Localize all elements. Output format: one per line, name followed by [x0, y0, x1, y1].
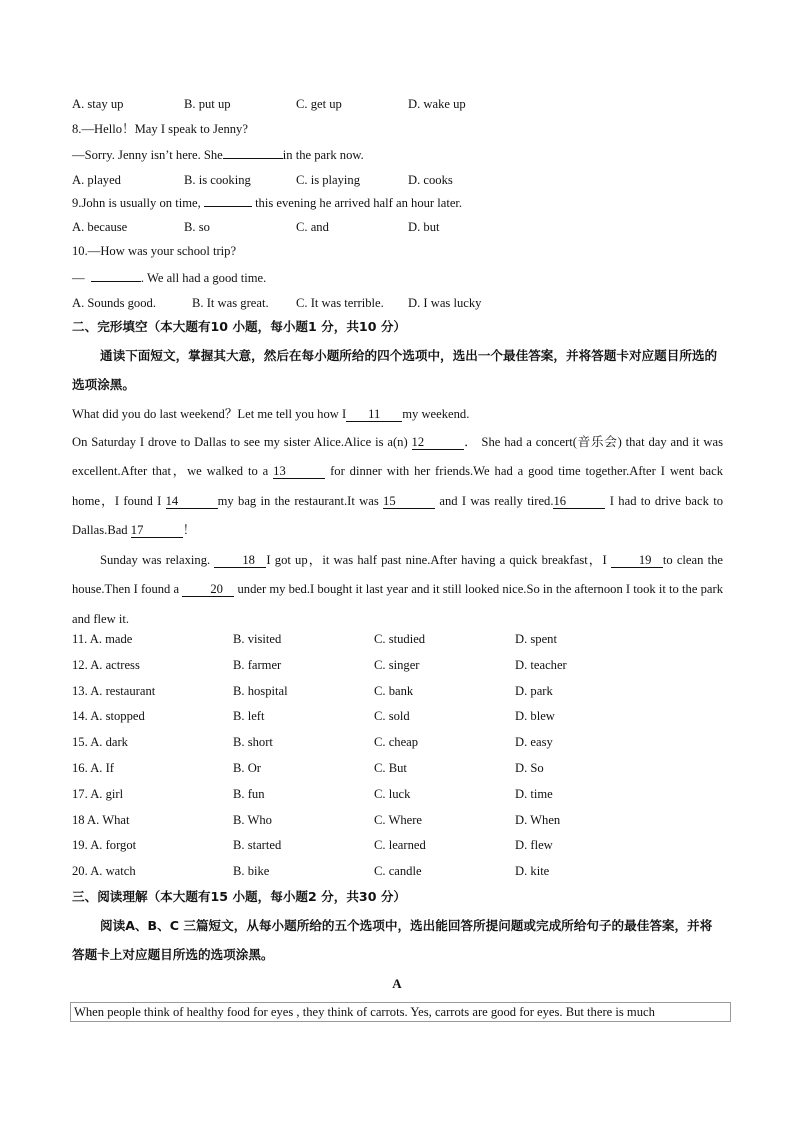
cloze-option: D. teacher [515, 657, 567, 672]
cloze-option: B. left [233, 709, 265, 724]
q10-option-d: D. I was lucky [408, 296, 482, 310]
cloze-option: D. spent [515, 632, 557, 646]
section3-instruction: 阅读A、B、C 三篇短文，从每小题所给的五个选项中，选出能回答所提问题或完成所给句子的最佳答案，并将答题卡上对应题目所选的选项涂黑。 [72, 918, 713, 962]
cloze-option: C. But [374, 761, 407, 775]
cloze-option: D. time [515, 786, 553, 801]
section2-heading: 二、完形填空（本大题有10 小题，每小题1 分，共10 分） [72, 319, 407, 334]
cloze-option: C. cheap [374, 735, 419, 750]
blank-20: 20 [182, 582, 234, 597]
q7-option-b: B. put up [184, 97, 231, 111]
passage-intro-pre: What did you do last weekend？Let me tell you how I [72, 407, 347, 421]
passage-text: and I was really tired. [435, 493, 554, 508]
cloze-option: 14. A. stopped [72, 709, 145, 724]
passage-text: for dinner with her friends.We had a good time together.After I went back home，I found I [72, 464, 724, 508]
blank-16: 16 [553, 494, 605, 509]
q7-option-a: A. stay up [72, 97, 124, 111]
blank-18: 18 [214, 553, 266, 568]
cloze-option: C. learned [374, 838, 426, 853]
q10-answer-post: . We all had a good time. [140, 271, 267, 285]
q9-option-a: A. because [72, 220, 128, 234]
q9-option-d: D. but [408, 220, 440, 234]
blank-11: 11 [346, 407, 402, 422]
cloze-option: 13. A. restaurant [72, 683, 156, 698]
cloze-option: C. sold [374, 709, 410, 724]
cloze-option: 20. A. watch [72, 864, 136, 879]
passage-text: ． She had a concert(音乐会) that day and it was excellent.After that，we walked to a [72, 435, 723, 479]
q8-option-d: D. cooks [408, 173, 453, 187]
passage-text: I got up，it was half past nine.After having a quick breakfast，I [266, 553, 611, 567]
passage-paragraph-1 [72, 428, 723, 546]
cloze-option: B. Or [233, 761, 261, 775]
cloze-option: C. bank [374, 683, 414, 698]
cloze-option: D. easy [515, 735, 553, 750]
cloze-option: C. candle [374, 864, 422, 879]
blank-17: 17 [131, 523, 183, 538]
passage-intro-post: my weekend. [402, 407, 470, 421]
passage-text: On Saturday I drove to Dallas to see my sister Alice.Alice is a(n) [72, 435, 412, 449]
q8-answer-line [72, 147, 364, 163]
q8-blank [223, 158, 283, 159]
q9-post: this evening he arrived half an hour later. [255, 196, 463, 210]
cloze-option: C. luck [374, 786, 411, 801]
passage-text: Sunday was relaxing. [100, 553, 215, 567]
cloze-option: B. Who [233, 812, 272, 827]
q8-option-b: B. is cooking [184, 173, 251, 187]
q9-option-c: C. and [296, 220, 329, 234]
cloze-option: C. singer [374, 657, 420, 672]
q9-question [72, 195, 462, 211]
cloze-option: D. kite [515, 864, 550, 879]
blank-13: 13 [273, 464, 325, 479]
cloze-option: B. fun [233, 786, 265, 801]
passage-text: I had to drive back to Dallas.Bad [72, 493, 723, 538]
q10-option-a: A. Sounds good. [72, 296, 156, 310]
q10-answer-pre: — [72, 271, 85, 285]
blank-15: 15 [383, 494, 435, 509]
cloze-option: C. studied [374, 632, 426, 646]
blank-19: 19 [611, 553, 663, 568]
cloze-option: 16. A. If [72, 761, 114, 775]
cloze-option: D. blew [515, 709, 555, 724]
cloze-option: D. park [515, 683, 553, 698]
cloze-option: B. farmer [233, 657, 282, 672]
reading-passage-a-label: A [392, 976, 402, 991]
cloze-option: D. flew [515, 838, 553, 853]
cloze-option: 15. A. dark [72, 735, 128, 750]
blank-14: 14 [166, 494, 218, 509]
q8-answer-pre: —Sorry. Jenny isn’t here. She [72, 148, 223, 162]
q7-option-c: C. get up [296, 97, 342, 111]
reading-passage-a-first-line: When people think of healthy food for eyes , they think of carrots. Yes, carrots are good for eyes. But there is much [70, 1002, 731, 1022]
cloze-option: 19. A. forgot [72, 838, 137, 853]
cloze-option: B. bike [233, 864, 270, 879]
q9-pre: 9.John is usually on time, [72, 196, 201, 210]
q9-blank [204, 206, 252, 207]
q7-option-d: D. wake up [408, 97, 466, 111]
cloze-option: B. short [233, 735, 273, 750]
section2-instruction: 通读下面短文，掌握其大意，然后在每小题所给的四个选项中，选出一个最佳答案，并将答题卡对应题目所选的选项涂黑。 [72, 348, 718, 392]
passage-text: to clean the house.Then I found a [72, 553, 723, 597]
q10-answer-line [72, 270, 266, 286]
q8-option-a: A. played [72, 173, 121, 187]
cloze-option: B. hospital [233, 683, 288, 698]
cloze-option: 17. A. girl [72, 786, 124, 801]
q8-question: 8.—Hello！May I speak to Jenny? [72, 122, 248, 136]
passage-text: under my bed.I bought it last year and it still looked nice.So in the afternoon I took it to the park and flew it. [72, 582, 723, 626]
cloze-option: 12. A. actress [72, 657, 140, 672]
q10-blank [91, 281, 141, 282]
q8-option-c: C. is playing [296, 173, 361, 187]
passage-text: my bag in the restaurant.It was [217, 493, 384, 508]
q10-option-b: B. It was great. [192, 296, 269, 310]
q8-answer-post: in the park now. [282, 148, 364, 162]
cloze-option: 11. A. made [72, 632, 133, 646]
section3-heading: 三、阅读理解（本大题有15 小题，每小题2 分，共30 分） [72, 889, 407, 904]
passage-paragraph-2 [72, 546, 723, 634]
passage-intro [72, 406, 469, 422]
cloze-option: 18 A. What [72, 812, 130, 827]
q10-option-c: C. It was terrible. [296, 296, 384, 310]
cloze-option: D. So [515, 761, 544, 775]
cloze-option: C. Where [374, 812, 423, 827]
passage-text: ！ [182, 523, 196, 538]
cloze-option: B. visited [233, 632, 282, 646]
q9-option-b: B. so [184, 220, 210, 234]
cloze-option: D. When [515, 812, 561, 827]
q10-question: 10.—How was your school trip? [72, 244, 237, 258]
cloze-option: B. started [233, 838, 282, 853]
blank-12: 12 [412, 435, 464, 450]
